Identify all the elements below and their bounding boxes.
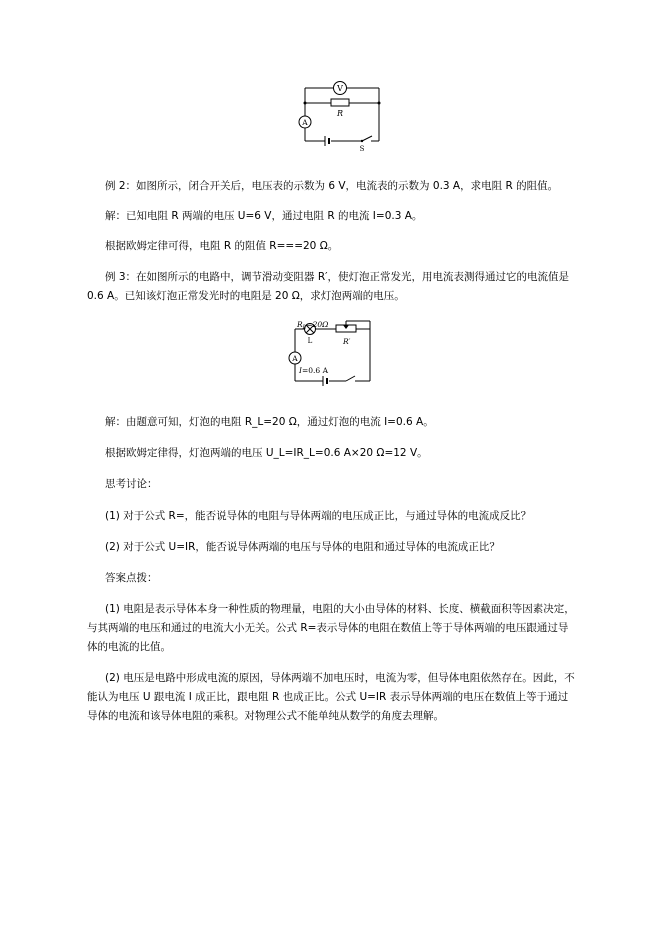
circuit-diagram-2 — [0, 318, 661, 398]
answer-p2: (2) 电压是电路中形成电流的原因，导体两端不加电压时，电流为零，但导体电阻依然存在。因此，不能认为电压 U 跟电流 I 成正比，跟电阻 R 也成正比。公式 U=IR 表示导体两端的电压在数值上等于通过导体的电流和该导体电阻的乘积。对物理公式不能单纯从数学的角度去理解。 — [87, 672, 575, 722]
example-3-solution: 解：由题意可知，灯泡的电阻 R_L=20 Ω，通过灯泡的电流 I=0.6 A。 — [105, 416, 434, 428]
voltmeter-label: V — [337, 84, 343, 93]
rheostat-label: R′ — [343, 337, 351, 346]
lamp-resistance-label: $R_L=20\Omega$ — [297, 320, 329, 331]
ammeter-label: A — [302, 118, 308, 127]
answer-title: 答案点拨： — [105, 572, 158, 584]
example-2-result: 根据欧姆定律可得，电阻 R 的阻值 R===20 Ω。 — [105, 240, 339, 252]
example-2-question: 例 2：如图所示，闭合开关后，电压表的示数为 6 V，电流表的示数为 0.3 A，求电阻 R 的阻值。 — [105, 180, 559, 192]
example-3-question: 例 3：在如图所示的电路中，调节滑动变阻器 R′，使灯泡正常发光，用电流表测得通过它的电流值是 0.6 A。已知该灯泡正常发光时的电阻是 20 Ω，求灯泡两端的电压。 — [87, 271, 570, 302]
answer-p1: (1) 电阻是表示导体本身一种性质的物理量，电阻的大小由导体的材料、长度、横截面积等因素决定，与其两端的电压和通过的电流大小无关。公式 R=表示导体的电阻在数值上等于导体两端的电压跟通过导体的电流的比值。 — [87, 603, 575, 653]
discussion-q1: (1) 对于公式 R=，能否说导体的电阻与导体两端的电压成正比，与通过导体的电流成反比？ — [105, 510, 532, 522]
example-3-result: 根据欧姆定律得，灯泡两端的电压 U_L=IR_L=0.6 A×20 Ω=12 V。 — [105, 447, 428, 459]
current-label: I=0.6 A — [299, 366, 328, 375]
switch-label: S — [359, 145, 365, 153]
example-2-solution: 解：已知电阻 R 两端的电压 U=6 V，通过电阻 R 的电流 I=0.3 A。 — [105, 210, 423, 222]
lamp-label: L — [307, 337, 313, 345]
discussion-q2: (2) 对于公式 U=IR，能否说导体两端的电压与导体的电阻和通过导体的电流成正比？ — [105, 541, 500, 553]
ammeter-label-2: A — [292, 354, 298, 363]
resistor-label: R — [336, 109, 344, 118]
discussion-title: 思考讨论： — [105, 478, 158, 490]
